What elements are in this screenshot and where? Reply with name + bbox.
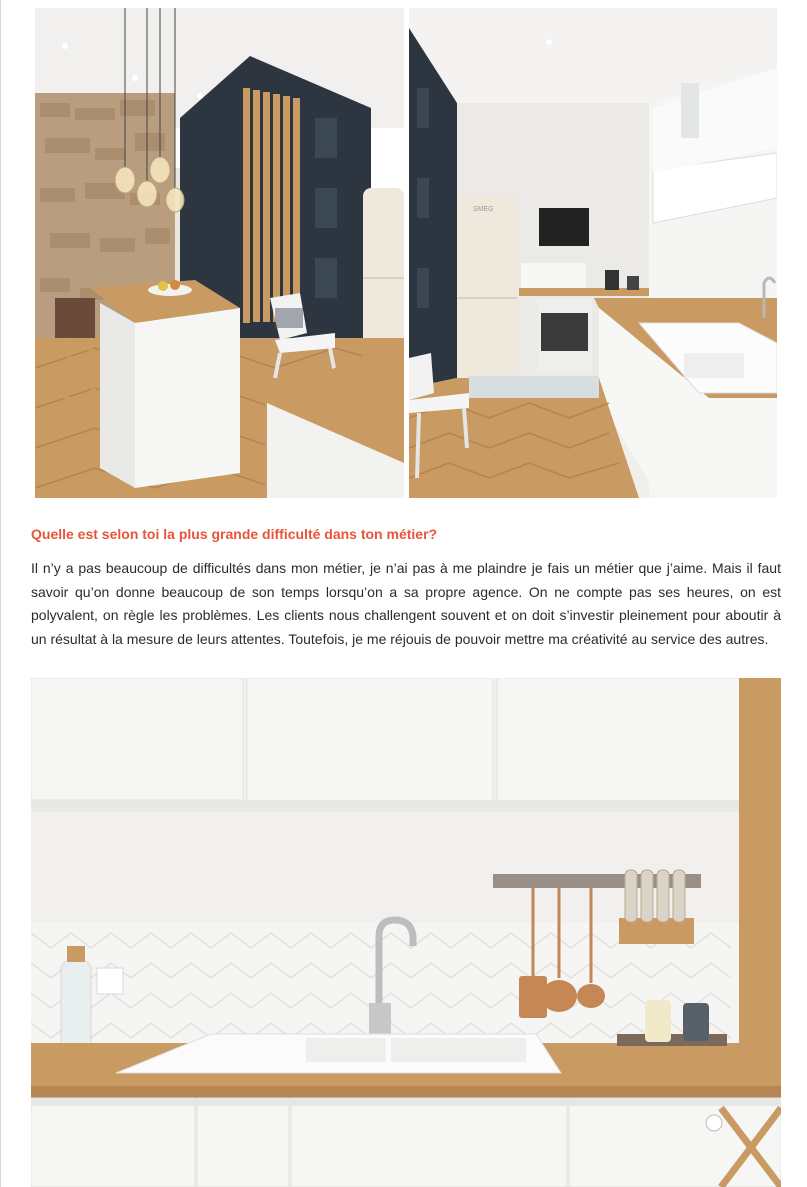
photo-kitchen-sink <box>31 678 781 1187</box>
fridge-logo: SMEG <box>473 206 494 213</box>
photo-kitchen-galley <box>409 8 777 498</box>
photo-kitchen-island <box>35 8 404 498</box>
interview-answer: Il n’y a pas beaucoup de difficultés dans mon métier, je n’ai pas à me plaindre je fais un métier que j’aime. Mais il faut savoir qu’on donne beaucoup de son temps lorsqu’on a sa propre agence. On ne compte pas ses heures, on est polyvalent, on règle les problèmes. Les clients nous challengent souvent et on doit s’investir pleinement pour aboutir à un résultat à la mesure de leurs attentes. Toutefois, je me réjouis de pouvoir mettre ma créativité au service des autres. <box>31 560 781 647</box>
page-border <box>0 0 1 1187</box>
interview-question: Quelle est selon toi la plus grande difficulté dans ton métier? <box>31 526 438 542</box>
